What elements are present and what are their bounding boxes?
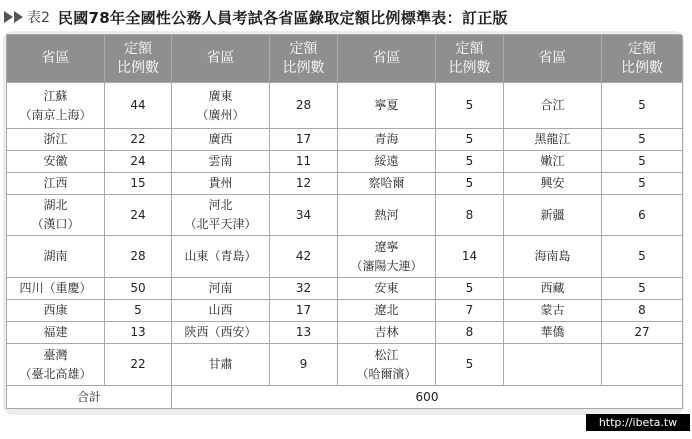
province-cell <box>7 322 104 343</box>
table-row <box>7 322 682 343</box>
province-cell <box>7 300 104 321</box>
ratio-cell: 17 <box>270 129 337 150</box>
ratio-cell: 7 <box>436 300 503 321</box>
province-name: 雲南 <box>208 154 233 168</box>
province-name: 安東 <box>374 281 399 295</box>
province-cell <box>338 236 435 277</box>
province-cell <box>338 322 435 343</box>
ratio-cell: 13 <box>270 322 337 343</box>
province-cell <box>338 344 435 385</box>
province-name: 河北 <box>208 198 233 212</box>
province-cell <box>504 344 601 385</box>
ratio-cell: 5 <box>105 300 171 321</box>
ratio-cell: 5 <box>436 129 503 150</box>
table-title: 民國78年全國性公務人員考試各省區錄取定額比例標準表：訂正版 <box>57 8 508 27</box>
ratio-cell: 5 <box>602 83 682 128</box>
province-name: 華僑 <box>540 325 565 339</box>
province-cell <box>172 195 269 235</box>
province-name: 江西 <box>43 176 68 190</box>
ratio-cell: 17 <box>270 300 337 321</box>
ratio-cell: 8 <box>436 322 503 343</box>
province-cell <box>338 83 435 128</box>
header-ratio: 定額 比例數 <box>602 35 682 82</box>
province-cell <box>172 278 269 299</box>
province-name: 嫩江 <box>540 154 565 168</box>
province-cell <box>504 129 601 150</box>
province-cell <box>7 195 104 235</box>
province-cell <box>172 236 269 277</box>
province-name: 蒙古 <box>540 303 565 317</box>
table-row <box>7 236 682 277</box>
ratio-cell: 5 <box>602 278 682 299</box>
province-cell <box>504 322 601 343</box>
total-row <box>7 386 682 408</box>
ratio-cell: 27 <box>602 322 682 343</box>
province-cell <box>504 195 601 235</box>
province-name: 西藏 <box>540 281 565 295</box>
province-cell <box>7 83 104 128</box>
province-cell <box>172 83 269 128</box>
province-cell <box>504 278 601 299</box>
province-cell <box>338 173 435 194</box>
province-name: 合江 <box>540 98 565 112</box>
header-province: 省區 <box>172 35 269 82</box>
total-value: 600 <box>172 386 682 408</box>
province-name: 西康 <box>43 303 68 317</box>
watermark: http://ibeta.tw <box>586 414 690 431</box>
province-name: 廣西 <box>208 132 233 146</box>
table-row <box>7 151 682 172</box>
province-cell <box>7 236 104 277</box>
province-name: 海南島 <box>534 249 571 263</box>
province-name: 湖南 <box>43 249 68 263</box>
ratio-cell: 32 <box>270 278 337 299</box>
table-row <box>7 195 682 235</box>
ratio-cell: 34 <box>270 195 337 235</box>
table-number: 表2 <box>27 10 50 26</box>
header-province: 省區 <box>338 35 435 82</box>
ratio-cell: 11 <box>270 151 337 172</box>
province-cell <box>504 236 601 277</box>
province-name: 興安 <box>540 176 565 190</box>
province-name: 綏遠 <box>374 154 399 168</box>
ratio-cell: 5 <box>436 344 503 385</box>
ratio-cell: 15 <box>105 173 171 194</box>
province-name: 貴州 <box>208 176 233 190</box>
table-row <box>7 278 682 299</box>
province-cell <box>338 195 435 235</box>
province-name: 遼寧 <box>374 239 399 254</box>
ratio-cell: 22 <box>105 344 171 385</box>
province-name: 吉林 <box>374 325 399 339</box>
province-name: 察哈爾 <box>368 176 405 190</box>
ratio-cell: 9 <box>270 344 337 385</box>
ratio-cell: 5 <box>602 173 682 194</box>
table-row <box>7 83 682 128</box>
province-name: 松江 <box>374 347 399 362</box>
ratio-cell: 12 <box>270 173 337 194</box>
province-cell <box>338 151 435 172</box>
province-cell <box>504 173 601 194</box>
province-cell <box>172 300 269 321</box>
province-cell <box>504 83 601 128</box>
table-row <box>7 344 682 385</box>
table-caption <box>4 5 508 29</box>
header-province: 省區 <box>504 35 601 82</box>
ratio-cell: 5 <box>436 151 503 172</box>
province-cell <box>7 278 104 299</box>
ratio-cell: 5 <box>602 236 682 277</box>
province-cell <box>7 129 104 150</box>
ratio-cell: 5 <box>602 151 682 172</box>
province-cell <box>338 129 435 150</box>
ratio-cell: 22 <box>105 129 171 150</box>
province-subname: （臺北高雄） <box>19 366 92 381</box>
ratio-cell: 8 <box>602 300 682 321</box>
province-subname: （瀋陽大連） <box>350 258 423 273</box>
province-name: 寧夏 <box>374 98 399 112</box>
ratio-cell: 5 <box>436 83 503 128</box>
header-province: 省區 <box>7 35 104 82</box>
province-cell <box>172 344 269 385</box>
ratio-cell: 44 <box>105 83 171 128</box>
quota-table <box>6 34 683 409</box>
ratio-cell: 24 <box>105 195 171 235</box>
ratio-cell <box>602 344 682 385</box>
province-subname: （北平天津） <box>184 217 257 231</box>
province-cell <box>504 300 601 321</box>
province-name: 遼北 <box>374 303 399 317</box>
province-name: 熱河 <box>374 207 399 222</box>
ratio-cell: 28 <box>270 83 337 128</box>
province-name: 廣東 <box>208 88 233 103</box>
province-subname: （哈爾濱） <box>356 366 417 381</box>
table-row <box>7 300 682 321</box>
province-name: 青海 <box>374 132 399 146</box>
province-cell <box>172 322 269 343</box>
province-name: 江蘇 <box>43 88 68 103</box>
province-name: 安徽 <box>43 154 68 168</box>
province-name: 臺灣 <box>43 347 68 362</box>
province-name: 湖北 <box>43 198 68 212</box>
table-row <box>7 173 682 194</box>
ratio-cell: 24 <box>105 151 171 172</box>
province-name: 黑龍江 <box>534 132 571 146</box>
province-subname: （漢口） <box>31 217 80 231</box>
ratio-cell: 5 <box>602 129 682 150</box>
ratio-cell: 6 <box>602 195 682 235</box>
province-name: 浙江 <box>43 132 68 146</box>
total-label: 合計 <box>7 386 171 408</box>
province-cell <box>172 129 269 150</box>
header-ratio: 定額 比例數 <box>270 35 337 82</box>
ratio-cell: 8 <box>436 195 503 235</box>
ratio-cell: 5 <box>436 278 503 299</box>
province-cell <box>7 173 104 194</box>
province-cell <box>172 173 269 194</box>
province-subname: （南京上海） <box>19 107 92 122</box>
ratio-cell: 5 <box>436 173 503 194</box>
ratio-cell: 28 <box>105 236 171 277</box>
ratio-cell: 42 <box>270 236 337 277</box>
province-name: 甘肅 <box>208 357 233 371</box>
province-name: 福建 <box>43 325 68 339</box>
province-cell <box>7 151 104 172</box>
table-row <box>7 129 682 150</box>
province-name: 河南 <box>208 281 233 295</box>
double-arrow-icon <box>4 11 24 23</box>
province-name: 山西 <box>208 303 233 317</box>
ratio-cell: 50 <box>105 278 171 299</box>
province-name: 四川（重慶） <box>19 281 92 295</box>
province-name: 山東（青島） <box>184 249 257 263</box>
ratio-cell: 13 <box>105 322 171 343</box>
province-cell <box>338 300 435 321</box>
province-name: 新疆 <box>540 207 565 222</box>
ratio-cell: 14 <box>436 236 503 277</box>
province-name: 陝西（西安） <box>184 325 257 339</box>
header-row <box>7 35 682 82</box>
header-ratio: 定額 比例數 <box>436 35 503 82</box>
header-ratio: 定額 比例數 <box>105 35 171 82</box>
province-cell <box>504 151 601 172</box>
province-cell <box>338 278 435 299</box>
province-subname: （廣州） <box>196 107 245 122</box>
province-cell <box>7 344 104 385</box>
table-frame <box>3 31 684 415</box>
province-cell <box>172 151 269 172</box>
